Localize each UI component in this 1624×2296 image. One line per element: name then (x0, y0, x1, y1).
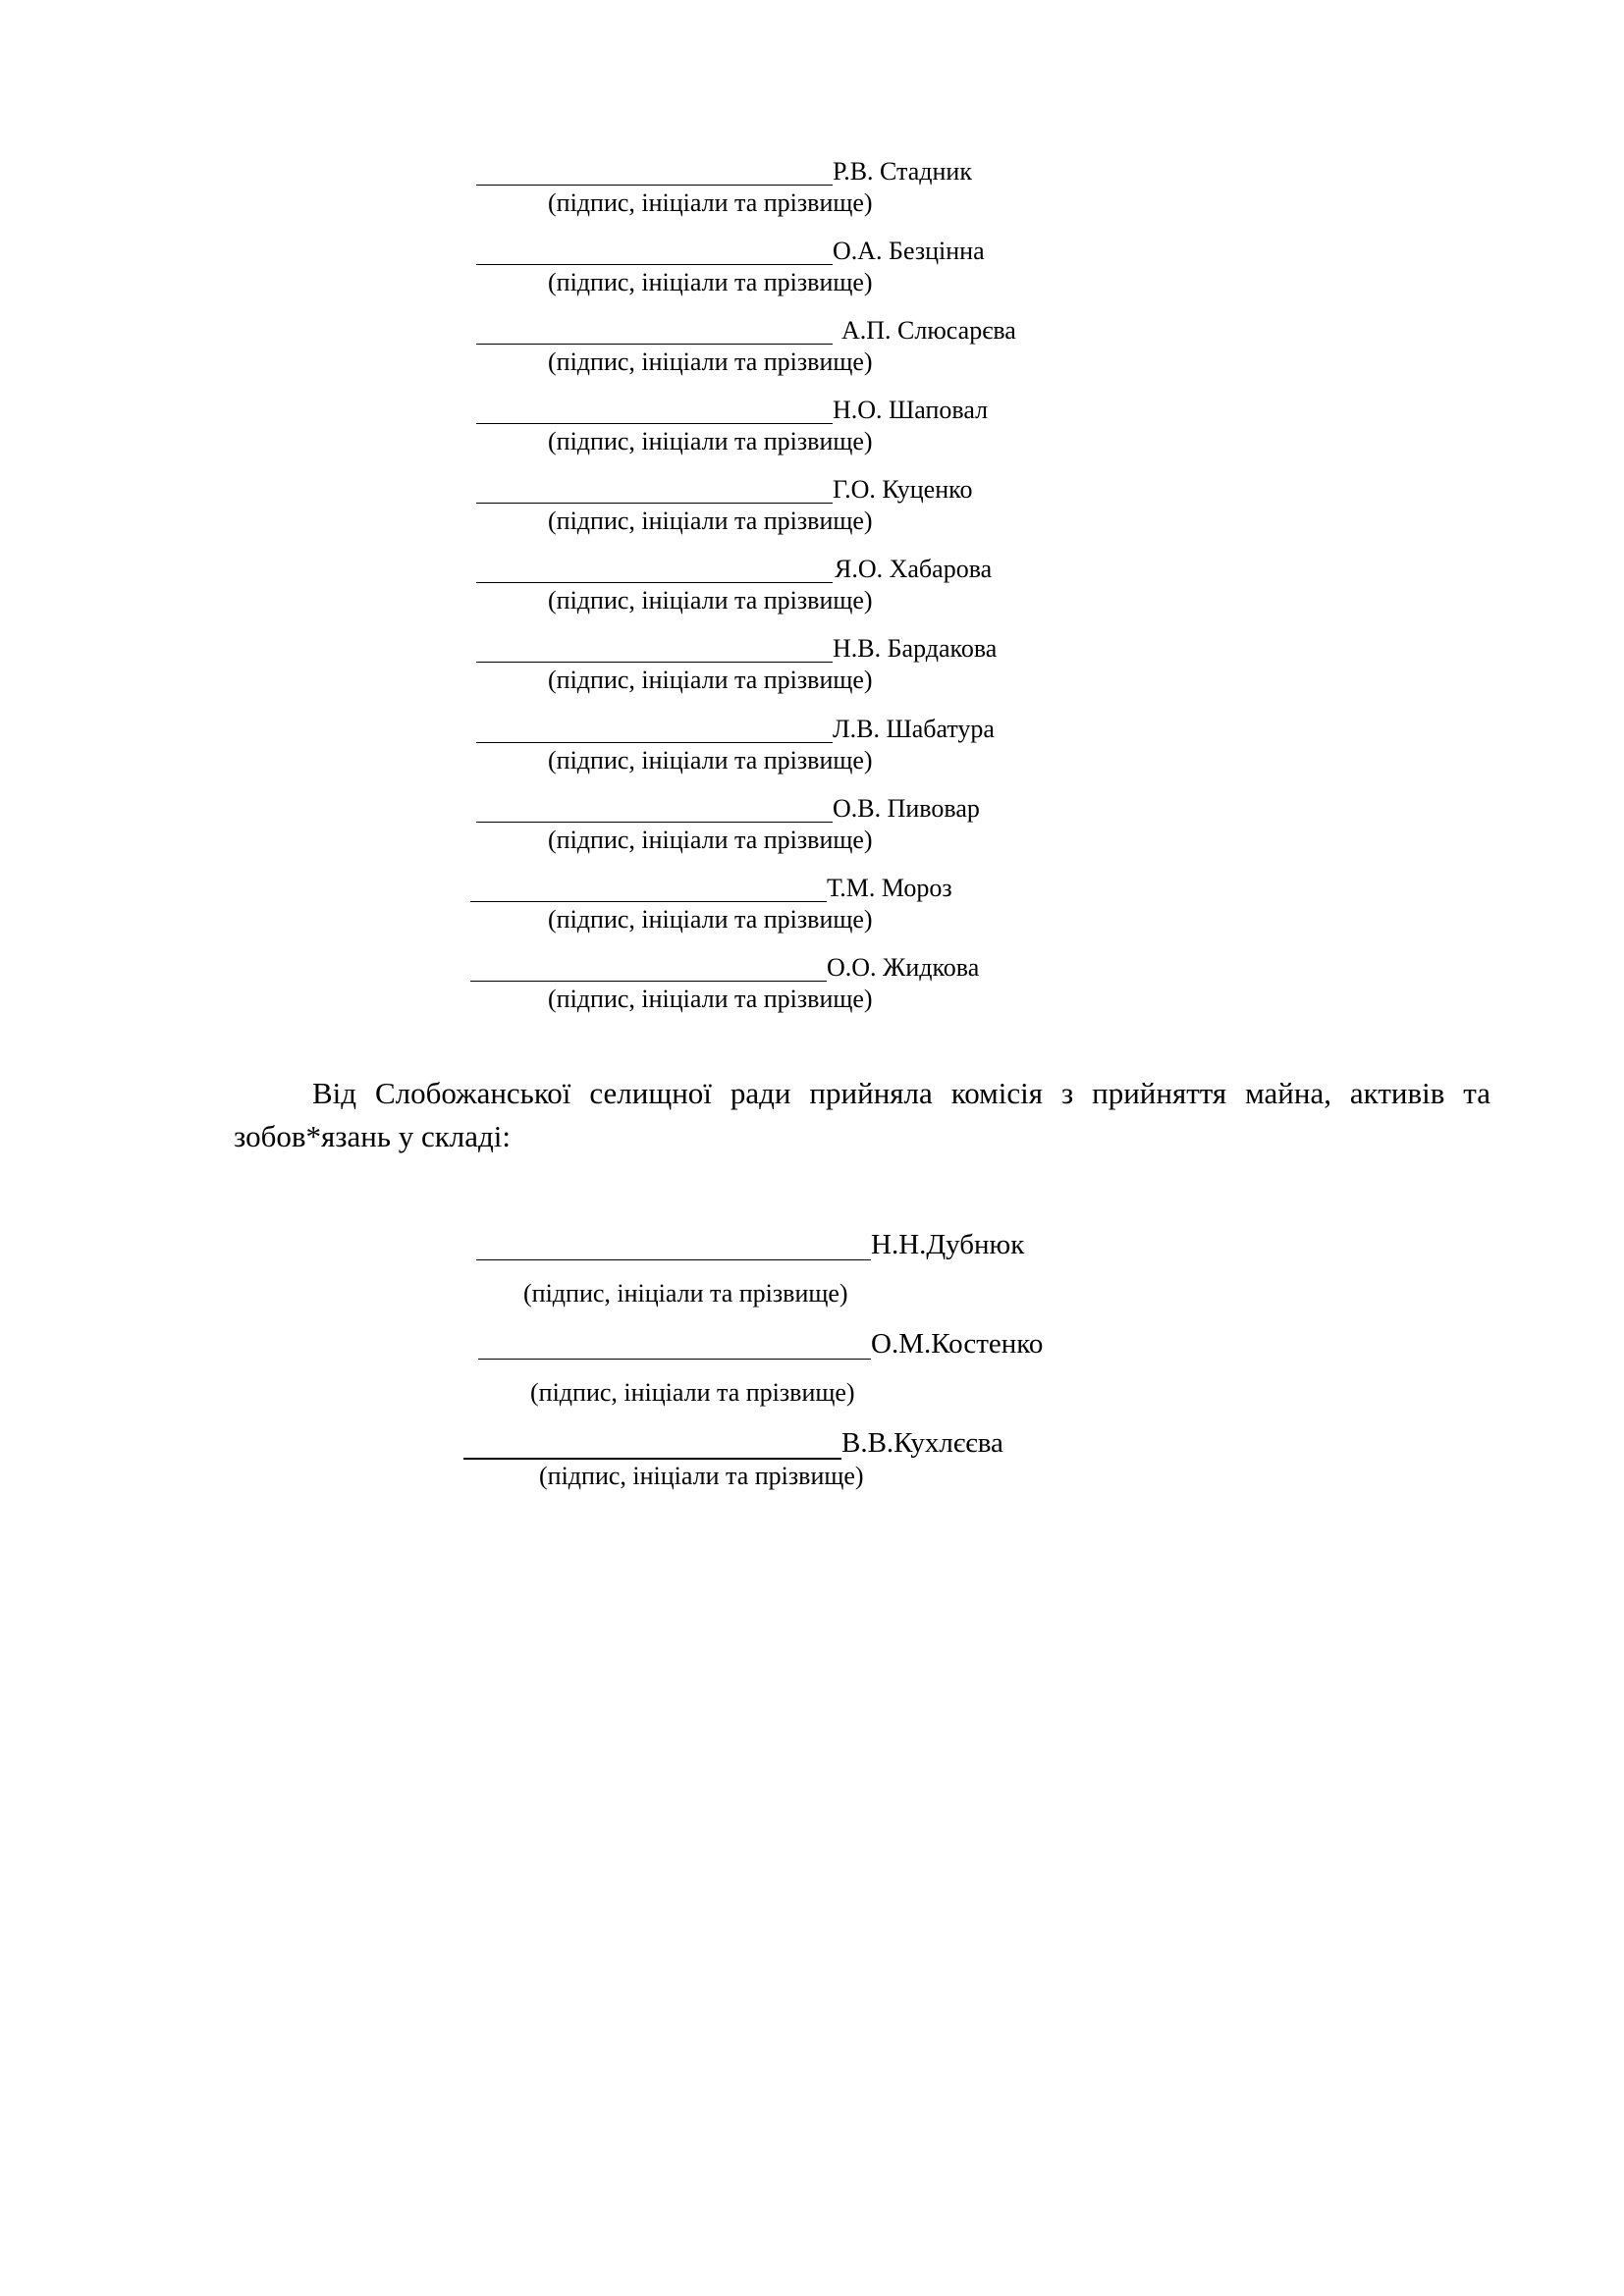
signature-caption: (підпис, ініціали та прізвище) (548, 268, 873, 296)
signature-line (476, 264, 833, 265)
signature-caption: (підпис, ініціали та прізвище) (523, 1279, 848, 1308)
signature-caption: (підпис, ініціали та прізвище) (548, 905, 873, 934)
signature-line (470, 981, 827, 982)
signatory-name: В.В.Кухлєєва (841, 1427, 1003, 1459)
signature-line (476, 503, 833, 504)
signature-line (476, 822, 833, 823)
signature-caption: (підпис, ініціали та прізвище) (548, 826, 873, 854)
signature-caption: (підпис, ініціали та прізвище) (548, 188, 873, 217)
signature-line (476, 662, 833, 663)
signature-line (476, 742, 833, 743)
signature-caption: (підпис, ініціали та прізвище) (548, 746, 873, 774)
signature-line (476, 582, 833, 583)
signatory-name: Г.О. Куценко (833, 475, 973, 504)
signature-line (463, 1458, 841, 1460)
signatory-name: О.А. Безцінна (833, 237, 985, 265)
signature-line (470, 901, 827, 902)
signatory-name: А.П. Слюсарєва (841, 316, 1016, 345)
signature-caption: (підпис, ініціали та прізвище) (548, 347, 873, 376)
signatory-name: Р.В. Стадник (833, 157, 972, 186)
signature-line (478, 1359, 871, 1360)
signatory-name: Н.В. Бардакова (833, 634, 998, 663)
signature-line (476, 1259, 871, 1260)
signatory-name: О.М.Костенко (871, 1328, 1044, 1360)
signatory-name: О.В. Пивовар (833, 794, 980, 823)
signature-caption: (підпис, ініціали та прізвище) (530, 1378, 855, 1407)
signature-caption: (підпис, ініціали та прізвище) (548, 427, 873, 455)
signature-caption: (підпис, ініціали та прізвище) (548, 666, 873, 694)
signatory-name: Т.М. Мороз (827, 874, 952, 902)
signature-line (476, 344, 833, 345)
signatory-name: Я.О. Хабарова (835, 555, 993, 583)
commission-paragraph: Від Слобожанської селищної ради прийняла комісія з прийняття майна, активів та зобов*язань у складі: (234, 1076, 1490, 1153)
signatory-name: Л.В. Шабатура (833, 715, 995, 743)
signature-caption: (підпис, ініціали та прізвище) (548, 507, 873, 535)
signatory-name: О.О. Жидкова (827, 953, 980, 982)
signature-caption: (підпис, ініціали та прізвище) (548, 985, 873, 1013)
signature-line (476, 423, 833, 424)
signatory-name: Н.Н.Дубнюк (871, 1229, 1025, 1260)
signature-caption: (підпис, ініціали та прізвище) (548, 586, 873, 614)
signature-line (476, 185, 833, 186)
signature-caption: (підпис, ініціали та прізвище) (539, 1462, 864, 1490)
signatory-name: Н.О. Шаповал (833, 396, 989, 424)
